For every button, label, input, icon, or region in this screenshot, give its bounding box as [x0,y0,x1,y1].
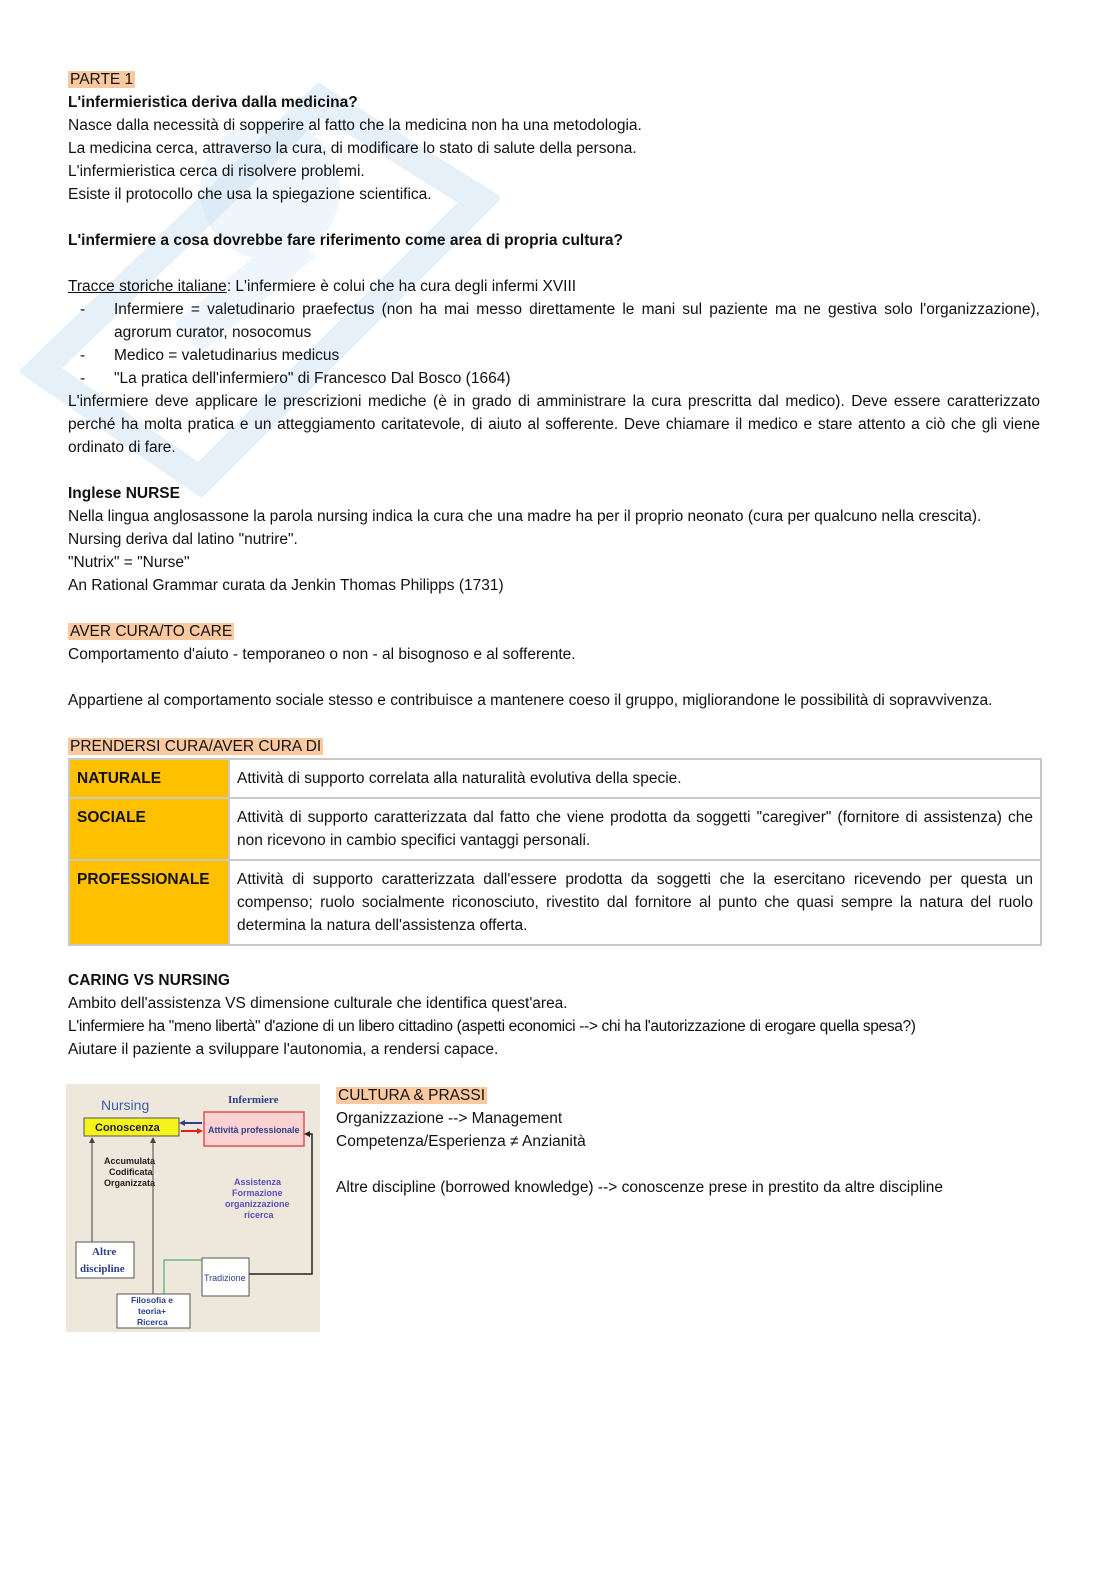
question-derivation: L'infermieristica deriva dalla medicina? [68,94,358,111]
list-item-text: "La pratica dell'infermiero" di Francesco Dal Bosco (1664) [114,370,511,387]
section-heading-aver-cura: AVER CURA/TO CARE [70,623,233,640]
diagram-label-filosofia: Filosofia e [131,1295,174,1305]
diagram-label-codificata: Codificata [109,1167,153,1177]
historical-traces-label: Tracce storiche italiane [68,278,227,295]
nursing-knowledge-diagram [66,1084,320,1332]
table-row [69,860,1041,945]
text-line: "Nutrix" = "Nurse" [68,554,190,571]
diagram-label-infermiere: Infermiere [228,1094,279,1106]
paragraph-social-behaviour: Appartiene al comportamento sociale stesso e contribuisce a mantenere coeso il gruppo, migliorandone le possibilità di sopravvivenza. [68,692,993,709]
diagram-label-ricerca-box: Ricerca [137,1317,168,1327]
diagram-label-assistenza: Assistenza [234,1177,282,1187]
diagram-label-accumulata: Accumulata [104,1156,156,1166]
dash-marker: - [80,301,86,318]
section-heading-nurse: Inglese NURSE [68,485,180,502]
list-item-text: Infermiere = valetudinario praefectus (non ha mai messo direttamente le mani sul paziente ma ne gestiva solo l'organizzazione), agrorum curator, nosocomus [114,301,1040,341]
historical-traces-line [68,275,1040,298]
document-page [68,68,1040,1332]
table-value-cell: Attività di supporto caratterizzata dal fatto che viene prodotta da soggetti "caregiver" (fornitore di assistenza) che non ricevono in cambio specifici vantaggi personali. [229,798,1041,860]
table-value-cell: Attività di supporto correlata alla naturalità evolutiva della specie. [229,759,1041,798]
text-line: L'infermiere ha "meno libertà" d'azione di un libero cittadino (aspetti economici --> chi ha l'autorizzazione di erogare quella spesa?) [68,1018,916,1035]
section-heading-prendersi-cura: PRENDERSI CURA/AVER CURA DI [70,738,322,755]
list-item [68,298,1040,344]
table-row [69,798,1041,860]
diagram-label-formazione: Formazione [232,1188,283,1198]
section-heading-cultura-prassi: CULTURA & PRASSI [338,1087,486,1104]
diagram-label-teoria: teoria+ [138,1306,167,1316]
historical-traces-text: : L'infermiere è colui che ha cura degli infermi XVIII [226,278,577,295]
care-types-table [68,758,1042,946]
list-item-text: Medico = valetudinarius medicus [114,347,340,364]
diagram-label-altre: Altre [92,1246,117,1258]
dash-marker: - [80,370,86,387]
diagram-label-attivita: Attività professionale [208,1125,300,1135]
table-key-cell: PROFESSIONALE [69,860,229,945]
section-heading-parte-1: PARTE 1 [70,71,134,88]
diagram-label-discipline: discipline [80,1263,125,1275]
diagram-label-conoscenza: Conoscenza [95,1122,160,1134]
text-line: Esiste il protocollo che usa la spiegazione scientifica. [68,186,432,203]
text-line: L'infermieristica cerca di risolvere problemi. [68,163,365,180]
culture-practice-block [68,1084,1040,1332]
section-heading-caring-vs-nursing: CARING VS NURSING [68,972,230,989]
table-key-cell: SOCIALE [69,798,229,860]
diagram-label-organizzata: Organizzata [104,1178,156,1188]
list-item [68,344,1040,367]
culture-practice-text [336,1084,1040,1332]
table-key-cell: NATURALE [69,759,229,798]
text-line: Nasce dalla necessità di sopperire al fatto che la medicina non ha una metodologia. [68,117,642,134]
list-item [68,367,1040,390]
text-line: Nursing deriva dal latino "nutrire". [68,531,298,548]
table-row [69,759,1041,798]
text-line: Organizzazione --> Management [336,1110,563,1127]
text-line: Competenza/Esperienza ≠ Anzianità [336,1133,586,1150]
diagram-label-organizzazione: organizzazione [225,1199,290,1209]
diagram-label-tradizione: Tradizione [204,1273,246,1283]
text-line: La medicina cerca, attraverso la cura, di modificare lo stato di salute della persona. [68,140,637,157]
text-line: Ambito dell'assistenza VS dimensione culturale che identifica quest'area. [68,995,568,1012]
diagram-label-nursing: Nursing [101,1097,150,1113]
dash-marker: - [80,347,86,364]
table-value-cell: Attività di supporto caratterizzata dall'essere prodotta da soggetti che la esercitano ricevendo per questa un compenso; ruolo socialmente riconosciuto, rivestito dal fornitore al punto che quasi sempre la natura del ruolo determina la natura dell'assistenza offerta. [229,860,1041,945]
text-line: Aiutare il paziente a sviluppare l'autonomia, a rendersi capace. [68,1041,499,1058]
text-line: Altre discipline (borrowed knowledge) --> conoscenze prese in prestito da altre discipline [336,1179,943,1196]
text-line: Comportamento d'aiuto - temporaneo o non - al bisognoso e al sofferente. [68,646,576,663]
paragraph-nurse-duties: L'infermiere deve applicare le prescrizioni mediche (è in grado di amministrare la cura prescritta dal medico). Deve essere caratterizzato perché ha molta pratica e un atteggiamento caritatevole, di aiuto al sofferente. Deve chiamare il medico e stare attento a ciò che gli viene ordinato di fare. [68,393,1040,456]
diagram-label-ricerca: ricerca [244,1210,274,1220]
question-culture-area: L'infermiere a cosa dovrebbe fare riferimento come area di propria cultura? [68,232,623,249]
text-line: An Rational Grammar curata da Jenkin Thomas Philipps (1731) [68,577,504,594]
paragraph-nursing-meaning: Nella lingua anglosassone la parola nursing indica la cura che una madre ha per il proprio neonato (cura per qualcuno nella crescita). [68,508,982,525]
